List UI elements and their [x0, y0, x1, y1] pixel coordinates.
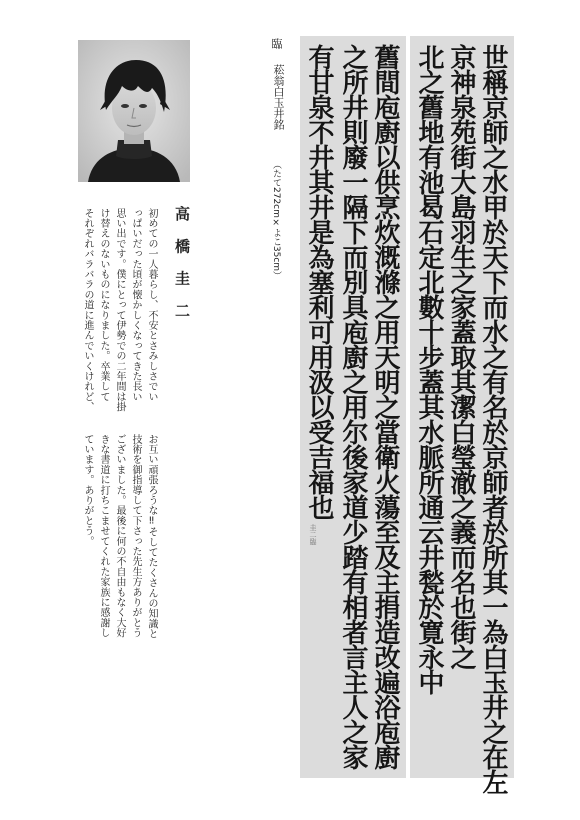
calligraphy-column: 京神泉苑街大島羽生之家蓋取其潔白瑩澈之義而名也街之	[446, 44, 476, 669]
calligraphy-column: 舊間庖廚以供烹炊溉滌之用天明之當衛火蕩至及主捐造改遍浴庖廚	[370, 44, 400, 769]
caption-work-name: 菘翁白玉井銘	[272, 64, 285, 130]
message-line: きな書道に打ちこませてくれた家族に感謝し	[98, 434, 109, 638]
message-line: ございました。最後に何の不自由もなく大好	[114, 434, 125, 638]
caption-dimensions: （たて272cm×よこ35cm）	[271, 160, 281, 281]
calligraphy-panel-right	[410, 36, 514, 794]
caption-title: 臨	[270, 38, 283, 49]
message-line: 初めての一人暮らし、不安とさみしさでい	[146, 208, 157, 402]
calligraphy-panel-left	[300, 36, 406, 778]
message-line: っぱいだった頃が懐かしくなってきた長い	[130, 208, 141, 402]
artist-seal-signature: 圭二臨	[309, 524, 317, 545]
message-line: 思い出です。僕にとって伊勢での二年間は掛	[114, 208, 125, 412]
portrait-image	[78, 40, 190, 182]
author-name: 高 橋 圭 二	[173, 206, 191, 324]
author-portrait	[78, 40, 190, 182]
calligraphy-column: 北之舊地有池曷石定北數十步蓋其水脈所通云井甃於寛永中	[414, 44, 444, 694]
message-line: ています。ありがとう。	[82, 434, 93, 547]
message-line: け替えのないものになりました。卒業して	[98, 208, 109, 402]
calligraphy-column: 之所井則廢一隔下而別具庖廚之用尔後家道少踏有相者言主人之家	[338, 44, 368, 769]
message-line: それぞれバラバラの道に進んでいくけれど、	[82, 208, 93, 412]
calligraphy-column: 有甘泉不井其井是為塞利可用汲以受吉福也	[304, 44, 334, 519]
message-line: お互い頑張ろうな‼そしてたくさんの知識と	[146, 434, 157, 639]
calligraphy-column: 世稱京師之水甲於天下而水之有名於京師者於所其一為白玉井之在左	[478, 44, 508, 794]
message-line: 技術を御指導して下さった先生方ありがとう	[130, 434, 141, 638]
